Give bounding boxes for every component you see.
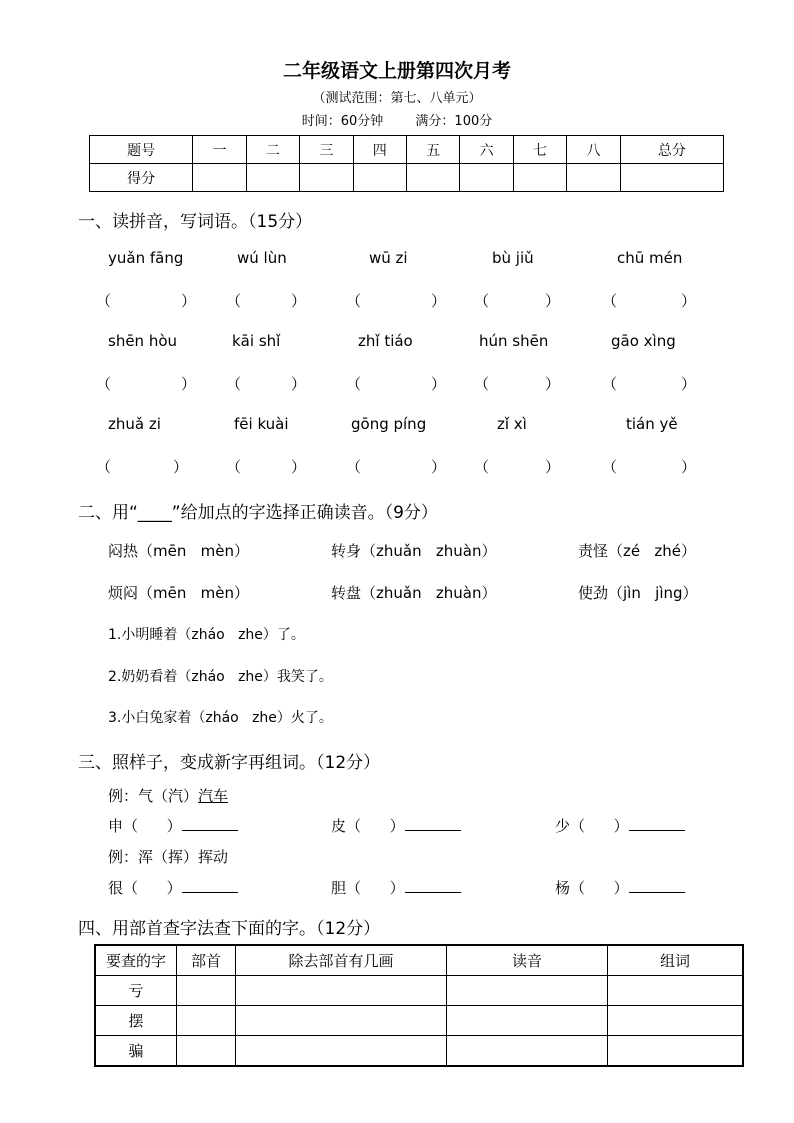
column-header: 部首 — [177, 945, 236, 976]
section1-heading: 一、读拼音，写词语。（15分） — [78, 212, 313, 232]
answer-blank[interactable]: （ ） — [346, 292, 447, 310]
radical-lookup-table — [94, 944, 744, 1067]
example-1-word: 汽车 — [198, 787, 229, 805]
answer-cell[interactable] — [608, 1036, 744, 1067]
table-row — [95, 1036, 743, 1067]
score-table-score-row — [90, 164, 724, 192]
table-row — [95, 976, 743, 1006]
answer-cell[interactable] — [447, 1006, 608, 1036]
answer-blank[interactable]: （ ） — [96, 375, 197, 393]
answer-blank[interactable]: （ ） — [226, 375, 307, 393]
score-entry[interactable] — [567, 164, 620, 192]
word-form-item[interactable]: 胆（ ） — [331, 877, 461, 898]
answer-blank[interactable]: （ ） — [474, 292, 561, 310]
pinyin: gōng píng — [351, 415, 427, 433]
column-header: 组词 — [608, 945, 744, 976]
score-entry[interactable] — [460, 164, 513, 192]
pronunciation-choice[interactable]: 闷热（mēn mèn） — [108, 542, 249, 560]
answer-cell[interactable] — [447, 1036, 608, 1067]
answer-blank[interactable]: （ ） — [226, 292, 307, 310]
pinyin: bù jiǔ — [492, 249, 534, 267]
score-entry[interactable] — [406, 164, 459, 192]
time-limit: 时间：60分钟 — [301, 114, 384, 129]
score-table — [89, 135, 724, 192]
pinyin: wū zi — [369, 249, 408, 267]
section4-heading: 四、用部首查字法查下面的字。（12分） — [78, 919, 381, 939]
pinyin: zǐ xì — [497, 415, 527, 433]
answer-blank[interactable]: （ ） — [346, 375, 447, 393]
score-entry[interactable] — [193, 164, 246, 192]
column-header: 除去部首有几画 — [236, 945, 447, 976]
column-header: 读音 — [447, 945, 608, 976]
table-row — [95, 1006, 743, 1036]
pinyin: gāo xìng — [611, 332, 676, 350]
sentence-choice[interactable]: 3.小白兔家着（zháo zhe）火了。 — [108, 710, 333, 726]
score-cell: 四 — [353, 136, 406, 164]
answer-blank[interactable]: （ ） — [96, 292, 197, 310]
score-entry[interactable] — [300, 164, 353, 192]
pinyin: wú lùn — [237, 249, 287, 267]
pinyin: yuǎn fāng — [108, 249, 184, 267]
score-entry[interactable] — [620, 164, 723, 192]
pronunciation-choice[interactable]: 烦闷（mēn mèn） — [108, 584, 249, 602]
answer-cell[interactable] — [177, 1006, 236, 1036]
word-form-item[interactable]: 少（ ） — [555, 815, 685, 836]
pinyin: zhǐ tiáo — [358, 332, 413, 350]
pinyin: shēn hòu — [108, 332, 178, 350]
time-and-score — [0, 110, 794, 129]
answer-blank[interactable]: （ ） — [602, 458, 697, 476]
score-table-header-row — [90, 136, 724, 164]
section2-heading: 二、用“____”给加点的字选择正确读音。（9分） — [78, 503, 438, 523]
full-score: 满分：100分 — [415, 114, 493, 129]
pinyin: tián yě — [626, 415, 678, 433]
sentence-choice[interactable]: 2.奶奶看着（zháo zhe）我笑了。 — [108, 669, 333, 685]
score-cell: 六 — [460, 136, 513, 164]
lookup-char: 亏 — [95, 976, 177, 1006]
word-form-item[interactable]: 杨（ ） — [555, 877, 685, 898]
example-1 — [108, 785, 228, 806]
sentence-choice[interactable]: 1.小明睡着（zháo zhe）了。 — [108, 627, 305, 643]
answer-cell[interactable] — [177, 976, 236, 1006]
section3-heading: 三、照样子，变成新字再组词。（12分） — [78, 753, 381, 773]
score-cell: 总分 — [620, 136, 723, 164]
score-entry[interactable] — [513, 164, 566, 192]
pinyin: zhuǎ zi — [108, 415, 161, 433]
answer-blank[interactable]: （ ） — [226, 458, 307, 476]
score-cell: 五 — [406, 136, 459, 164]
answer-cell[interactable] — [177, 1036, 236, 1067]
score-cell: 一 — [193, 136, 246, 164]
column-header: 要查的字 — [95, 945, 177, 976]
lookup-char: 摆 — [95, 1006, 177, 1036]
score-cell: 八 — [567, 136, 620, 164]
answer-cell[interactable] — [447, 976, 608, 1006]
score-cell: 二 — [246, 136, 299, 164]
answer-cell[interactable] — [236, 1036, 447, 1067]
example-1-prefix: 例：气（汽） — [108, 787, 199, 805]
answer-cell[interactable] — [236, 1006, 447, 1036]
example-2: 例：浑（挥）挥动 — [108, 848, 229, 866]
answer-cell[interactable] — [608, 976, 744, 1006]
answer-blank[interactable]: （ ） — [474, 458, 561, 476]
answer-blank[interactable]: （ ） — [602, 375, 697, 393]
answer-blank[interactable]: （ ） — [96, 458, 189, 476]
answer-blank[interactable]: （ ） — [602, 292, 697, 310]
pinyin: kāi shǐ — [232, 332, 281, 350]
score-entry[interactable] — [246, 164, 299, 192]
score-entry[interactable] — [353, 164, 406, 192]
pronunciation-choice[interactable]: 转盘（zhuǎn zhuàn） — [331, 584, 497, 602]
answer-blank[interactable]: （ ） — [346, 458, 447, 476]
score-cell: 三 — [300, 136, 353, 164]
pinyin: hún shēn — [479, 332, 549, 350]
answer-cell[interactable] — [236, 976, 447, 1006]
page-title: 二年级语文上册第四次月考 — [282, 60, 511, 82]
pinyin: chū mén — [617, 249, 683, 267]
pronunciation-choice[interactable]: 使劲（jìn jìng） — [578, 584, 698, 602]
pronunciation-choice[interactable]: 责怪（zé zhé） — [578, 542, 697, 560]
answer-blank[interactable]: （ ） — [474, 375, 561, 393]
word-form-item[interactable]: 皮（ ） — [331, 815, 461, 836]
word-form-item[interactable]: 申（ ） — [108, 815, 238, 836]
score-cell: 题号 — [90, 136, 193, 164]
score-cell: 七 — [513, 136, 566, 164]
test-scope: （测试范围：第七、八单元） — [312, 91, 482, 106]
table-header-row — [95, 945, 743, 976]
pronunciation-choice[interactable]: 转身（zhuǎn zhuàn） — [331, 542, 497, 560]
pinyin: fēi kuài — [234, 415, 289, 433]
word-form-item[interactable]: 很（ ） — [108, 877, 238, 898]
lookup-char: 骗 — [95, 1036, 177, 1067]
score-row-label: 得分 — [90, 164, 193, 192]
answer-cell[interactable] — [608, 1006, 744, 1036]
